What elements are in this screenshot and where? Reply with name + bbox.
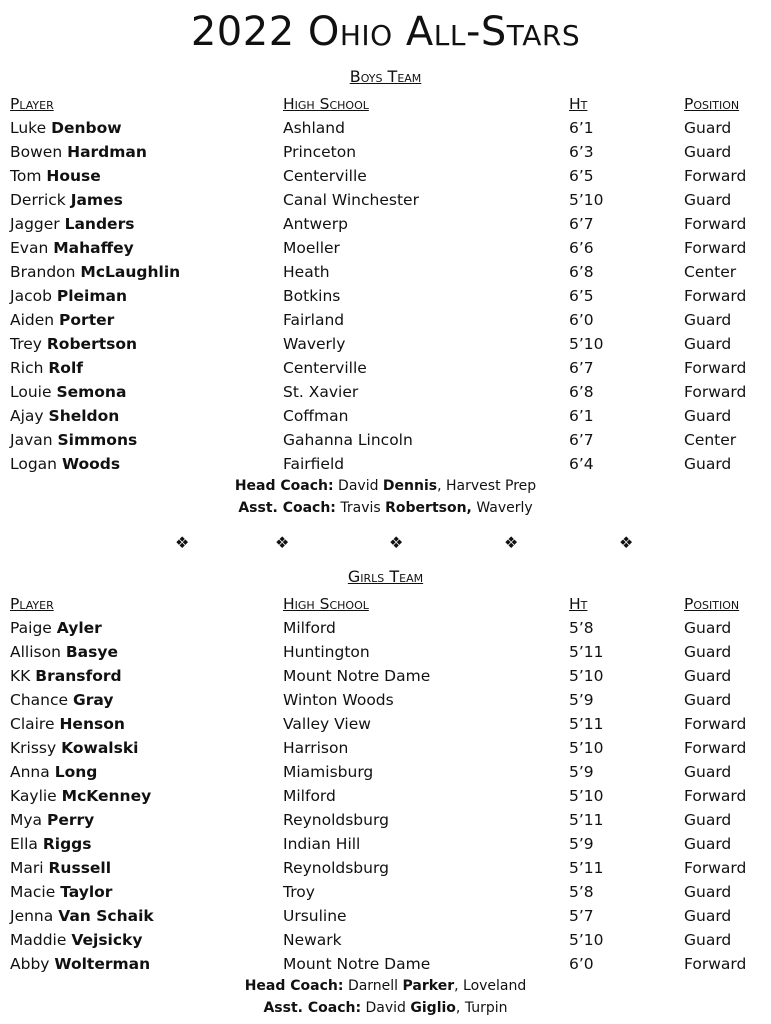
- table-row: [0, 856, 771, 880]
- player-name: [10, 616, 102, 640]
- player-first-name: Javan: [10, 431, 53, 449]
- player-position: Guard: [684, 835, 732, 853]
- boys-column-headers: [0, 92, 771, 116]
- player-position: Forward: [684, 167, 747, 185]
- player-first-name: Abby: [10, 955, 50, 973]
- player-school: Princeton: [283, 143, 357, 161]
- player-last-name: Simmons: [57, 431, 138, 449]
- player-position: Forward: [684, 955, 747, 973]
- player-height: 6’5: [569, 167, 594, 185]
- player-last-name: Taylor: [60, 883, 113, 901]
- player-name: [10, 904, 154, 928]
- player-name: [10, 664, 122, 688]
- player-height: 6’1: [569, 407, 594, 425]
- player-last-name: McKenney: [61, 787, 152, 805]
- table-row: [0, 380, 771, 404]
- player-position: Forward: [684, 383, 747, 401]
- player-height: 6’1: [569, 119, 594, 137]
- player-name: [10, 808, 94, 832]
- table-row: [0, 928, 771, 952]
- player-height: 6’7: [569, 431, 594, 449]
- player-school: Gahanna Lincoln: [283, 431, 413, 449]
- player-school: Huntington: [283, 643, 370, 661]
- player-name: [10, 212, 134, 236]
- player-height: 5’11: [569, 811, 604, 829]
- player-position: Forward: [684, 715, 747, 733]
- girls-asst-coach: Asst. Coach: David Giglio, Turpin: [263, 1000, 508, 1016]
- table-row: [0, 116, 771, 140]
- player-first-name: Tom: [10, 167, 42, 185]
- player-school: Antwerp: [283, 215, 348, 233]
- player-height: 5’11: [569, 643, 604, 661]
- player-school: Heath: [283, 263, 330, 281]
- table-row: [0, 212, 771, 236]
- player-position: Guard: [684, 931, 732, 949]
- table-row: [0, 616, 771, 640]
- player-name: [10, 856, 111, 880]
- player-height: 5’9: [569, 691, 594, 709]
- player-name: [10, 260, 180, 284]
- player-position: Guard: [684, 619, 732, 637]
- player-school: Waverly: [283, 335, 346, 353]
- player-last-name: Ayler: [56, 619, 102, 637]
- player-name: [10, 404, 119, 428]
- diamond-icon: ❖: [389, 533, 404, 552]
- player-position: Forward: [684, 787, 747, 805]
- player-first-name: Logan: [10, 455, 58, 473]
- player-name: [10, 452, 120, 476]
- player-height: 5’10: [569, 931, 604, 949]
- player-name: [10, 284, 127, 308]
- table-row: [0, 640, 771, 664]
- player-position: Guard: [684, 643, 732, 661]
- player-last-name: Bransford: [35, 667, 122, 685]
- player-first-name: Krissy: [10, 739, 57, 757]
- player-last-name: Basye: [65, 643, 118, 661]
- player-last-name: Pleiman: [56, 287, 128, 305]
- player-name: [10, 640, 118, 664]
- player-position: Forward: [684, 739, 747, 757]
- player-position: Guard: [684, 883, 732, 901]
- player-height: 6’0: [569, 311, 594, 329]
- diamond-icon: ❖: [275, 533, 290, 552]
- player-height: 5’10: [569, 739, 604, 757]
- player-name: [10, 832, 92, 856]
- player-first-name: Bowen: [10, 143, 63, 161]
- player-position: Center: [684, 431, 737, 449]
- player-first-name: Rich: [10, 359, 44, 377]
- player-last-name: Robertson: [46, 335, 138, 353]
- player-first-name: Anna: [10, 763, 50, 781]
- player-last-name: Henson: [59, 715, 125, 733]
- player-height: 6’8: [569, 383, 594, 401]
- player-last-name: Riggs: [42, 835, 92, 853]
- player-height: 5’11: [569, 715, 604, 733]
- table-row: [0, 664, 771, 688]
- table-row: [0, 880, 771, 904]
- player-height: 6’6: [569, 239, 594, 257]
- player-position: Guard: [684, 191, 732, 209]
- player-first-name: Chance: [10, 691, 69, 709]
- player-school: Canal Winchester: [283, 191, 419, 209]
- player-school: Ursuline: [283, 907, 347, 925]
- player-last-name: Kowalski: [61, 739, 139, 757]
- player-name: [10, 116, 122, 140]
- player-position: Guard: [684, 667, 732, 685]
- table-row: [0, 712, 771, 736]
- player-last-name: Van Schaik: [58, 907, 154, 925]
- diamond-icon: ❖: [504, 533, 519, 552]
- player-position: Guard: [684, 119, 732, 137]
- player-height: 6’4: [569, 455, 594, 473]
- player-school: Botkins: [283, 287, 341, 305]
- table-row: [0, 452, 771, 476]
- player-school: Coffman: [283, 407, 349, 425]
- player-position: Forward: [684, 239, 747, 257]
- player-first-name: Ajay: [10, 407, 44, 425]
- player-height: 6’3: [569, 143, 594, 161]
- player-height: 5’11: [569, 859, 604, 877]
- player-name: [10, 880, 112, 904]
- player-last-name: Long: [54, 763, 98, 781]
- player-position: Forward: [684, 287, 747, 305]
- player-last-name: Rolf: [48, 359, 83, 377]
- player-name: [10, 380, 126, 404]
- table-row: [0, 308, 771, 332]
- player-position: Guard: [684, 455, 732, 473]
- player-last-name: Wolterman: [54, 955, 151, 973]
- table-row: [0, 260, 771, 284]
- player-school: Mount Notre Dame: [283, 667, 431, 685]
- school-column-header: High School: [283, 595, 369, 613]
- player-position: Guard: [684, 143, 732, 161]
- player-height: 5’10: [569, 667, 604, 685]
- player-height: 5’8: [569, 619, 594, 637]
- player-school: Moeller: [283, 239, 340, 257]
- player-last-name: James: [70, 191, 123, 209]
- table-row: [0, 904, 771, 928]
- player-school: Centerville: [283, 167, 367, 185]
- height-column-header: Ht: [569, 595, 588, 613]
- table-row: [0, 760, 771, 784]
- table-row: [0, 140, 771, 164]
- player-school: St. Xavier: [283, 383, 359, 401]
- player-last-name: Russell: [48, 859, 112, 877]
- girls-head-coach: Head Coach: Darnell Parker, Loveland: [244, 978, 527, 994]
- player-last-name: Sheldon: [48, 407, 120, 425]
- player-school: Troy: [283, 883, 315, 901]
- player-last-name: Hardman: [67, 143, 147, 161]
- player-first-name: Jenna: [10, 907, 54, 925]
- player-column-header: Player: [10, 95, 54, 113]
- player-first-name: Aiden: [10, 311, 55, 329]
- player-first-name: Kaylie: [10, 787, 57, 805]
- player-height: 6’8: [569, 263, 594, 281]
- player-name: [10, 784, 151, 808]
- table-row: [0, 832, 771, 856]
- player-last-name: Landers: [64, 215, 135, 233]
- table-row: [0, 688, 771, 712]
- player-name: [10, 736, 138, 760]
- player-position: Guard: [684, 407, 732, 425]
- player-name: [10, 688, 113, 712]
- player-name: [10, 188, 123, 212]
- player-name: [10, 236, 134, 260]
- player-first-name: Claire: [10, 715, 55, 733]
- player-first-name: KK: [10, 667, 31, 685]
- player-school: Valley View: [283, 715, 371, 733]
- player-name: [10, 952, 150, 976]
- table-row: [0, 284, 771, 308]
- player-school: Reynoldsburg: [283, 859, 389, 877]
- table-row: [0, 952, 771, 976]
- height-column-header: Ht: [569, 95, 588, 113]
- player-first-name: Derrick: [10, 191, 66, 209]
- player-name: [10, 308, 114, 332]
- player-name: [10, 140, 147, 164]
- player-first-name: Mari: [10, 859, 44, 877]
- player-last-name: Vejsicky: [71, 931, 143, 949]
- player-height: 6’7: [569, 359, 594, 377]
- player-last-name: House: [46, 167, 101, 185]
- player-school: Newark: [283, 931, 342, 949]
- player-height: 5’10: [569, 335, 604, 353]
- player-name: [10, 332, 137, 356]
- player-position: Forward: [684, 359, 747, 377]
- player-last-name: McLaughlin: [80, 263, 181, 281]
- player-school: Reynoldsburg: [283, 811, 389, 829]
- player-position: Guard: [684, 691, 732, 709]
- player-school: Fairfield: [283, 455, 345, 473]
- player-height: 6’5: [569, 287, 594, 305]
- player-school: Milford: [283, 619, 336, 637]
- player-first-name: Brandon: [10, 263, 76, 281]
- player-name: [10, 928, 142, 952]
- table-row: [0, 784, 771, 808]
- player-first-name: Jacob: [10, 287, 52, 305]
- boys-head-coach: Head Coach: David Dennis, Harvest Prep: [234, 478, 537, 494]
- player-first-name: Macie: [10, 883, 56, 901]
- player-first-name: Maddie: [10, 931, 67, 949]
- section-separator: [0, 532, 771, 554]
- player-first-name: Luke: [10, 119, 47, 137]
- player-name: [10, 356, 83, 380]
- player-height: 5’9: [569, 835, 594, 853]
- player-position: Guard: [684, 335, 732, 353]
- table-row: [0, 356, 771, 380]
- player-height: 5’9: [569, 763, 594, 781]
- diamond-icon: ❖: [619, 533, 634, 552]
- player-last-name: Perry: [46, 811, 95, 829]
- player-position: Guard: [684, 763, 732, 781]
- player-first-name: Ella: [10, 835, 38, 853]
- player-school: Miamisburg: [283, 763, 374, 781]
- player-last-name: Mahaffey: [53, 239, 134, 257]
- player-position: Guard: [684, 811, 732, 829]
- boys-asst-coach: Asst. Coach: Travis Robertson, Waverly: [238, 500, 533, 516]
- player-name: [10, 164, 101, 188]
- player-school: Indian Hill: [283, 835, 361, 853]
- table-row: [0, 332, 771, 356]
- player-last-name: Denbow: [51, 119, 122, 137]
- table-row: [0, 736, 771, 760]
- player-height: 6’7: [569, 215, 594, 233]
- table-row: [0, 188, 771, 212]
- player-first-name: Allison: [10, 643, 61, 661]
- player-first-name: Evan: [10, 239, 49, 257]
- diamond-icon: ❖: [175, 533, 190, 552]
- player-position: Guard: [684, 311, 732, 329]
- player-first-name: Louie: [10, 383, 52, 401]
- table-row: [0, 808, 771, 832]
- table-row: [0, 428, 771, 452]
- player-height: 5’10: [569, 787, 604, 805]
- player-position: Forward: [684, 859, 747, 877]
- player-name: [10, 712, 125, 736]
- table-row: [0, 164, 771, 188]
- player-school: Fairland: [283, 311, 345, 329]
- player-height: 5’10: [569, 191, 604, 209]
- player-height: 5’8: [569, 883, 594, 901]
- girls-team-heading: Girls Team: [347, 567, 424, 586]
- table-row: [0, 404, 771, 428]
- page-title: 2022 Ohio All-Stars: [190, 9, 581, 55]
- player-name: [10, 428, 137, 452]
- girls-column-headers: [0, 592, 771, 616]
- player-school: Winton Woods: [283, 691, 394, 709]
- player-school: Ashland: [283, 119, 345, 137]
- table-row: [0, 236, 771, 260]
- position-column-header: Position: [684, 595, 740, 613]
- player-school: Milford: [283, 787, 336, 805]
- player-height: 5’7: [569, 907, 594, 925]
- player-last-name: Porter: [59, 311, 115, 329]
- player-name: [10, 760, 97, 784]
- player-column-header: Player: [10, 595, 54, 613]
- player-school: Centerville: [283, 359, 367, 377]
- player-first-name: Trey: [10, 335, 42, 353]
- player-last-name: Semona: [56, 383, 127, 401]
- player-last-name: Gray: [72, 691, 114, 709]
- player-first-name: Mya: [10, 811, 43, 829]
- boys-team-heading: Boys Team: [349, 67, 422, 86]
- player-position: Center: [684, 263, 737, 281]
- school-column-header: High School: [283, 95, 369, 113]
- player-position: Forward: [684, 215, 747, 233]
- player-first-name: Jagger: [10, 215, 60, 233]
- position-column-header: Position: [684, 95, 740, 113]
- player-last-name: Woods: [61, 455, 121, 473]
- player-first-name: Paige: [10, 619, 52, 637]
- player-school: Mount Notre Dame: [283, 955, 431, 973]
- player-school: Harrison: [283, 739, 349, 757]
- player-position: Guard: [684, 907, 732, 925]
- player-height: 6’0: [569, 955, 594, 973]
